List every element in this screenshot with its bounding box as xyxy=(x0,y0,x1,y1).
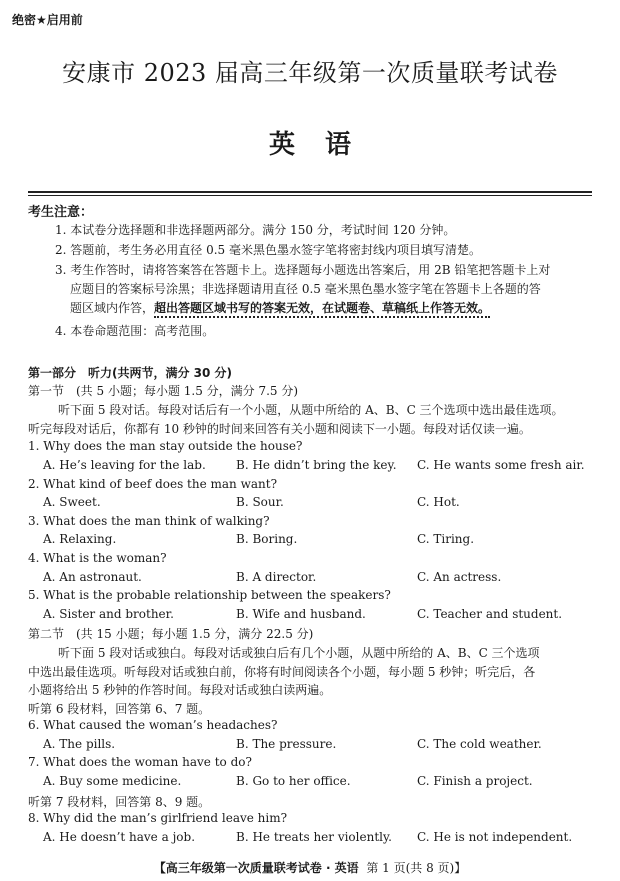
divider-thin xyxy=(28,195,592,196)
notice-item-2: 2. 答题前，考生务必用直径 0.5 毫米黑色墨水签字笔将密封线内项目填写清楚。 xyxy=(55,243,481,257)
section1-heading: 第一节 (共 5 小题；每小题 1.5 分，满分 7.5 分) xyxy=(28,384,299,398)
question-5-option-c: C. Teacher and student. xyxy=(417,607,563,621)
section1-instruction-2: 听完每段对话后，你都有 10 秒钟的时间来回答有关小题和阅读下一小题。每段对话仅读一遍。 xyxy=(28,422,531,436)
question-2-option-b: B. Sour. xyxy=(236,495,284,509)
question-5-option-a: A. Sister and brother. xyxy=(43,607,174,621)
question-1-option-a: A. He’s leaving for the lab. xyxy=(43,458,206,472)
question-5-stem: 5. What is the probable relationship between the speakers? xyxy=(28,588,391,602)
question-1-option-b: B. He didn’t bring the key. xyxy=(236,458,397,472)
section2-heading: 第二节 (共 15 小题；每小题 1.5 分，满分 22.5 分) xyxy=(28,627,314,641)
question-3-stem: 3. What does the man think of walking? xyxy=(28,514,270,528)
question-8-option-c: C. He is not independent. xyxy=(417,830,573,844)
question-8-option-b: B. He treats her violently. xyxy=(236,830,392,844)
question-7-option-b: B. Go to her office. xyxy=(236,774,351,788)
material-6-intro: 听第 6 段材料，回答第 6、7 题。 xyxy=(28,702,211,716)
question-6-option-c: C. The cold weather. xyxy=(417,737,542,751)
question-7-stem: 7. What does the woman have to do? xyxy=(28,755,252,769)
notice-emphasis: 超出答题区域书写的答案无效，在试题卷、草稿纸上作答无效。 xyxy=(154,301,490,318)
question-1-stem: 1. Why does the man stay outside the house? xyxy=(28,439,303,453)
section2-instruction-2: 中选出最佳选项。听每段对话或独白前，你将有时间阅读各个小题，每小题 5 秒钟；听完后，各 xyxy=(28,665,536,679)
footer-exam-name: 【高三年级第一次质量联考试卷 · 英语 xyxy=(153,861,359,875)
confidential-label: 绝密★启用前 xyxy=(12,13,83,27)
notice-item-3: 3. 考生作答时，请将答案答在答题卡上。选择题每小题选出答案后，用 2B 铅笔把答题卡上对 xyxy=(55,263,551,277)
page-footer xyxy=(0,859,620,876)
question-6-option-b: B. The pressure. xyxy=(236,737,337,751)
question-5-option-b: B. Wife and husband. xyxy=(236,607,366,621)
question-1-option-c: C. He wants some fresh air. xyxy=(417,458,585,472)
question-2-option-c: C. Hot. xyxy=(417,495,460,509)
material-7-intro: 听第 7 段材料，回答第 8、9 题。 xyxy=(28,795,211,809)
section2-instruction-3: 小题将给出 5 秒钟的作答时间。每段对话或独白读两遍。 xyxy=(28,683,332,697)
question-3-option-a: A. Relaxing. xyxy=(43,532,117,546)
exam-title: 安康市 2023 届高三年级第一次质量联考试卷 xyxy=(62,59,558,87)
question-3-option-c: C. Tiring. xyxy=(417,532,475,546)
notice-item-3-cont2 xyxy=(70,299,490,316)
notice-item-1: 1. 本试卷分选择题和非选择题两部分。满分 150 分，考试时间 120 分钟。 xyxy=(55,223,456,237)
section2-instruction-1: 听下面 5 段对话或独白。每段对话或独白后有几个小题，从题中所给的 A、B、C 三个选项 xyxy=(58,646,540,660)
notice-item-3-cont: 应题目的答案标号涂黑；非选择题请用直径 0.5 毫米黑色墨水签字笔在答题卡上各题的答 xyxy=(70,282,541,296)
question-6-stem: 6. What caused the woman’s headaches? xyxy=(28,718,278,732)
question-6-option-a: A. The pills. xyxy=(43,737,116,751)
subject-title: 英语 xyxy=(268,130,381,160)
footer-page-number: 第 1 页(共 8 页)】 xyxy=(366,861,467,875)
question-4-option-c: C. An actress. xyxy=(417,570,502,584)
divider-thick xyxy=(28,191,592,193)
question-2-stem: 2. What kind of beef does the man want? xyxy=(28,477,278,491)
notice-heading: 考生注意： xyxy=(28,205,94,220)
question-3-option-b: B. Boring. xyxy=(236,532,298,546)
question-4-option-a: A. An astronaut. xyxy=(43,570,142,584)
question-8-stem: 8. Why did the man’s girlfriend leave him? xyxy=(28,811,288,825)
notice-item-4: 4. 本卷命题范围：高考范围。 xyxy=(55,324,215,338)
part1-heading: 第一部分 听力(共两节，满分 30 分) xyxy=(28,366,233,380)
question-8-option-a: A. He doesn’t have a job. xyxy=(43,830,196,844)
question-7-option-c: C. Finish a project. xyxy=(417,774,533,788)
question-4-option-b: B. A director. xyxy=(236,570,317,584)
section1-instruction-1: 听下面 5 段对话。每段对话后有一个小题，从题中所给的 A、B、C 三个选项中选出最佳选项。 xyxy=(58,403,564,417)
notice-item-3-tail: 题区域内作答， xyxy=(70,301,155,315)
question-2-option-a: A. Sweet. xyxy=(43,495,101,509)
question-7-option-a: A. Buy some medicine. xyxy=(43,774,182,788)
question-4-stem: 4. What is the woman? xyxy=(28,551,167,565)
